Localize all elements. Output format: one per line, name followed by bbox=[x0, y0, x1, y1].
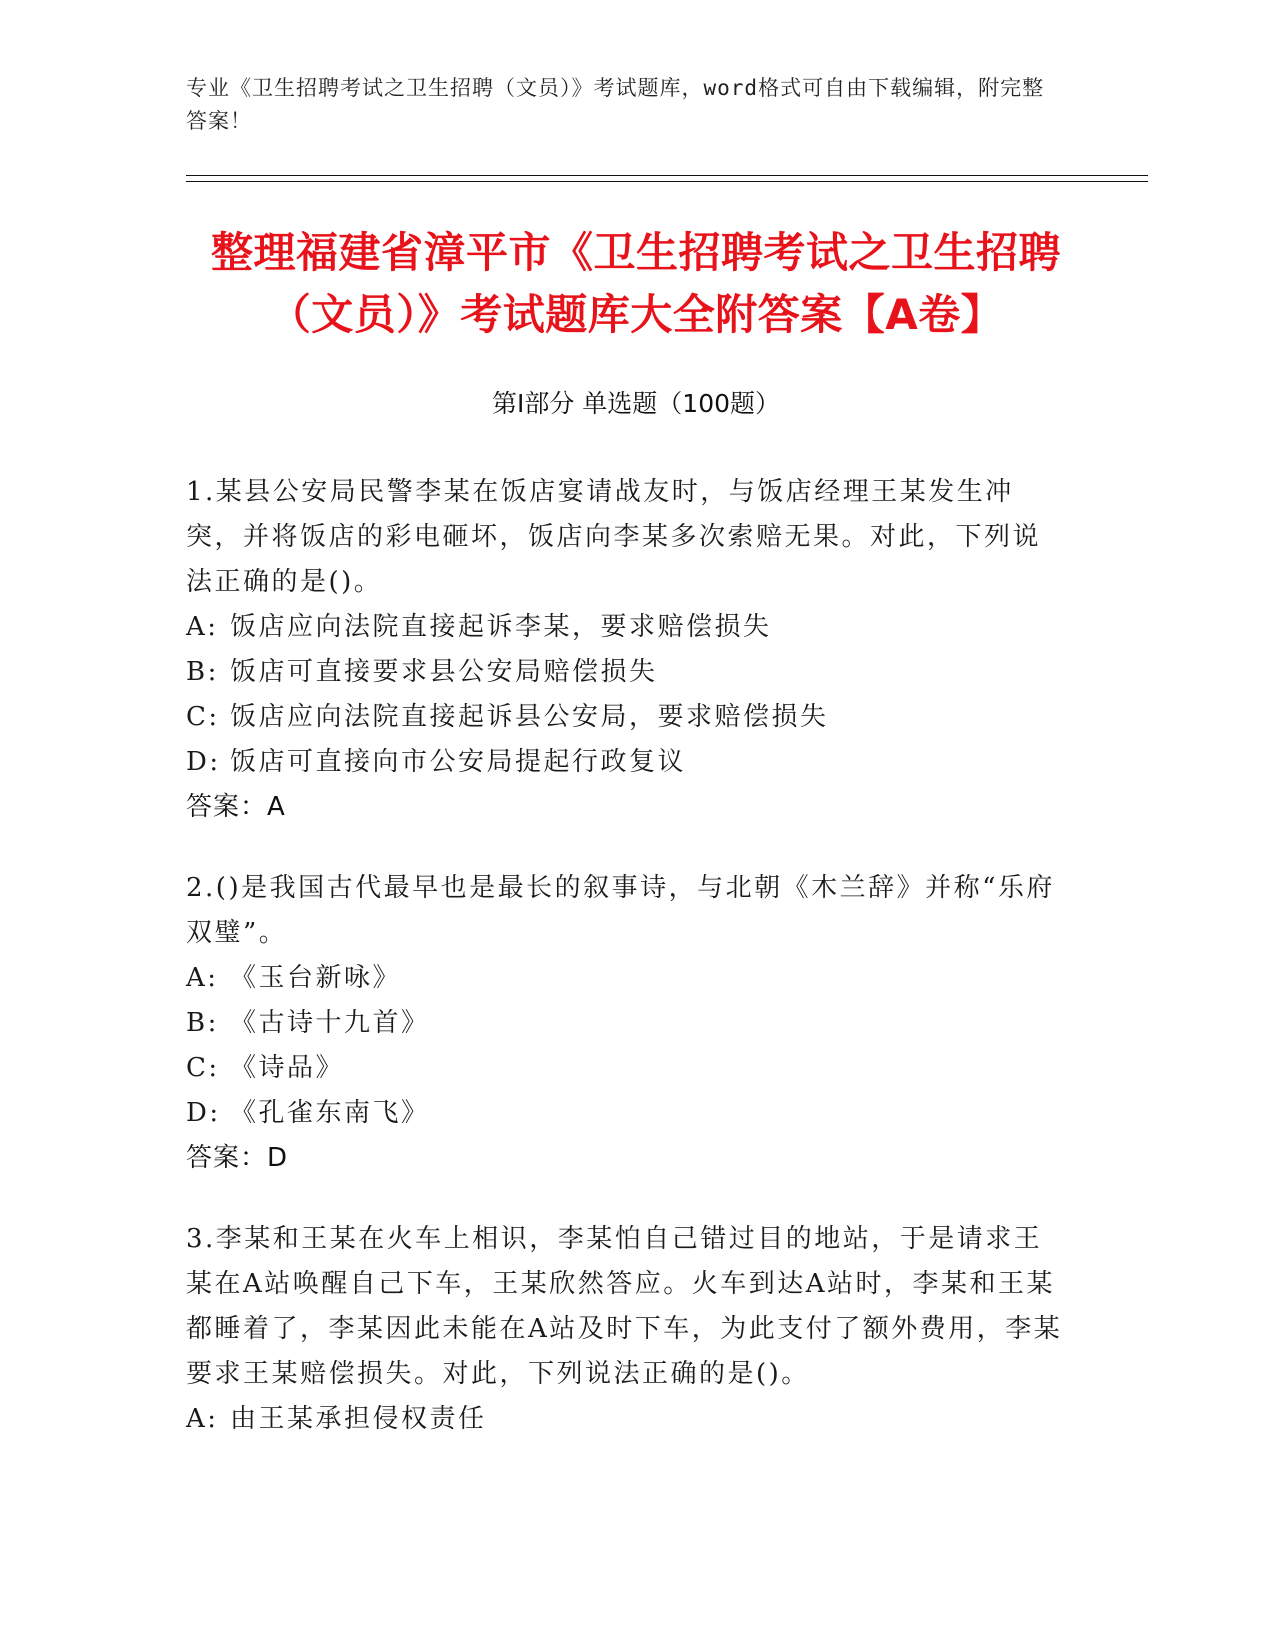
option-a bbox=[186, 1397, 1066, 1442]
option-text: 由王某承担侵权责任 bbox=[230, 1404, 487, 1434]
question-text: 2.()是我国古代最早也是最长的叙事诗，与北朝《木兰辞》并称“乐府双璧”。 bbox=[186, 873, 1055, 948]
option-text: 饭店可直接要求县公安局赔偿损失 bbox=[230, 657, 658, 687]
option-a bbox=[186, 956, 1066, 1001]
question-1 bbox=[186, 470, 1066, 830]
answer-line: 答案：D bbox=[186, 1143, 289, 1173]
option-key: A: bbox=[186, 1404, 219, 1434]
option-key: A: bbox=[186, 963, 219, 993]
option-text: 《诗品》 bbox=[230, 1053, 345, 1083]
section-heading: 第Ⅰ部分 单选题（100题） bbox=[491, 389, 781, 418]
option-a bbox=[186, 605, 1066, 650]
header-rule-bottom bbox=[186, 181, 1148, 182]
option-key: C: bbox=[186, 702, 220, 732]
option-c bbox=[186, 695, 1066, 740]
option-key: D: bbox=[186, 747, 221, 777]
option-key: D: bbox=[186, 1098, 221, 1128]
option-d bbox=[186, 740, 1066, 785]
option-text: 饭店应向法院直接起诉李某，要求赔偿损失 bbox=[230, 612, 772, 642]
question-3 bbox=[186, 1217, 1066, 1442]
option-text: 饭店可直接向市公安局提起行政复议 bbox=[230, 747, 687, 777]
option-text: 《玉台新咏》 bbox=[230, 963, 402, 993]
answer-line: 答案：A bbox=[186, 792, 286, 822]
question-text: 1.某县公安局民警李某在饭店宴请战友时，与饭店经理王某发生冲突，并将饭店的彩电砸坏，饭店向李某多次索赔无果。对此，下列说法正确的是()。 bbox=[186, 477, 1042, 597]
option-text: 饭店应向法院直接起诉县公安局，要求赔偿损失 bbox=[230, 702, 829, 732]
question-text: 3.李某和王某在火车上相识，李某怕自己错过目的地站，于是请求王某在A站唤醒自己下车，王某欣然答应。火车到达A站时，李某和王某都睡着了，李某因此未能在A站及时下车，为此支付了额外费用，李某要求王某赔偿损失。对此，下列说法正确的是()。 bbox=[186, 1224, 1063, 1389]
option-key: A: bbox=[186, 612, 219, 642]
option-b bbox=[186, 1001, 1066, 1046]
header-note: 专业《卫生招聘考试之卫生招聘（文员）》考试题库，word格式可自由下载编辑，附完整答案！ bbox=[186, 76, 1045, 133]
option-c bbox=[186, 1046, 1066, 1091]
option-text: 《古诗十九首》 bbox=[230, 1008, 430, 1038]
option-b bbox=[186, 650, 1066, 695]
document-title: 整理福建省漳平市《卫生招聘考试之卫生招聘（文员）》考试题库大全附答案【A卷】 bbox=[210, 228, 1061, 339]
option-text: 《孔雀东南飞》 bbox=[230, 1098, 430, 1128]
header-rule-top bbox=[186, 175, 1148, 176]
option-d bbox=[186, 1091, 1066, 1136]
question-list bbox=[186, 470, 1066, 1478]
question-2 bbox=[186, 866, 1066, 1181]
option-key: B: bbox=[186, 657, 219, 687]
option-key: C: bbox=[186, 1053, 220, 1083]
option-key: B: bbox=[186, 1008, 219, 1038]
